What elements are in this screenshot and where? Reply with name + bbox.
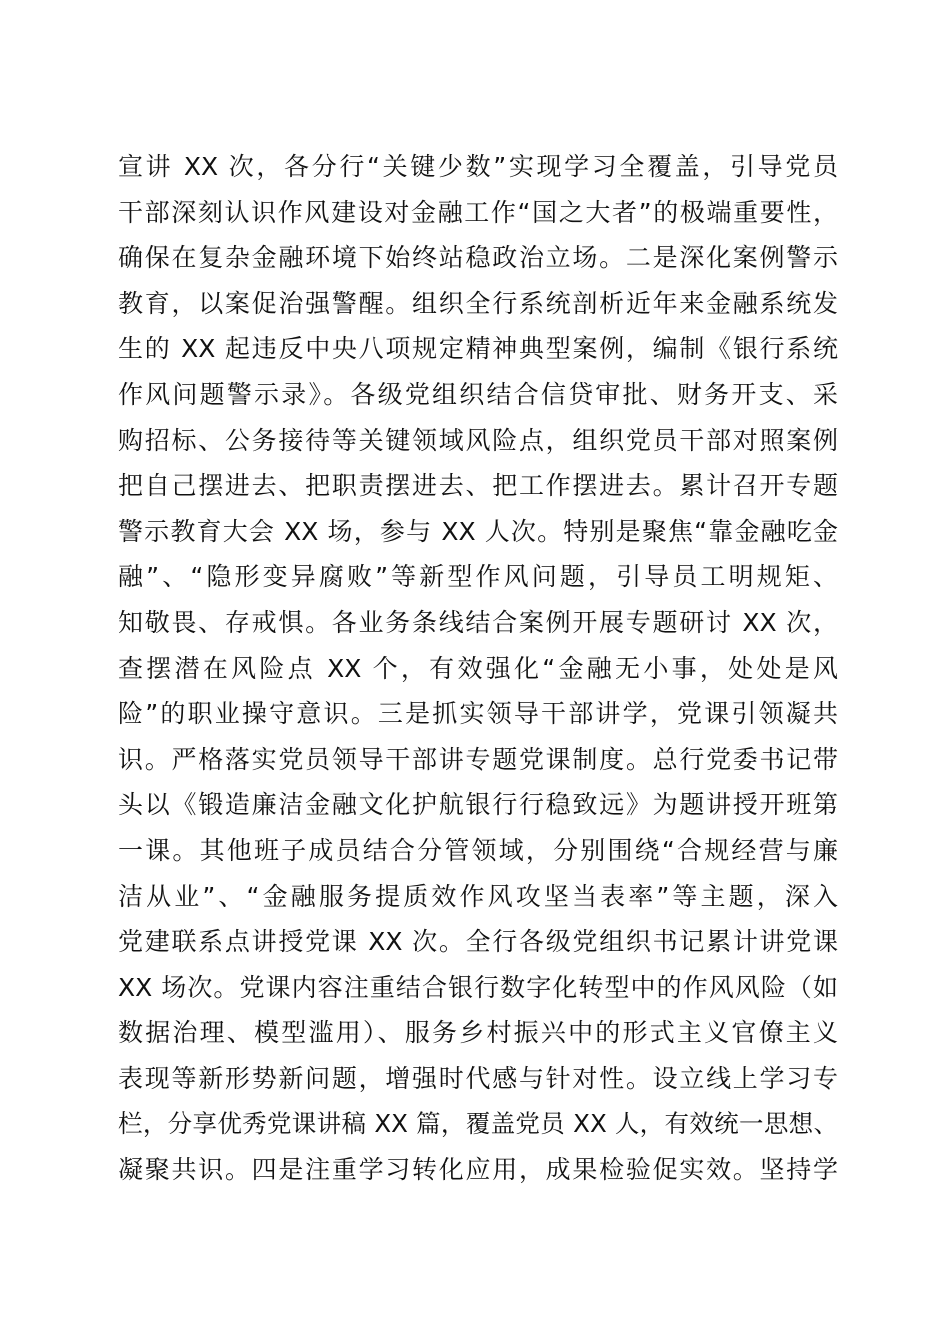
text-line-13: 险”的职业操守意识。三是抓实领导干部讲学，党课引领凝共 (118, 699, 838, 729)
text-line-18: 党建联系点讲授党课 XX 次。全行各级党组织书记累计讲党课 (118, 927, 838, 957)
text-line-7: 购招标、公务接待等关键领域风险点，组织党员干部对照案例 (118, 425, 838, 455)
text-line-17: 洁从业”、“金融服务提质效作风攻坚当表率”等主题，深入 (118, 881, 838, 911)
text-line-6: 作风问题警示录》。各级党组织结合信贷审批、财务开支、采 (118, 379, 838, 409)
text-line-14: 识。严格落实党员领导干部讲专题党课制度。总行党委书记带 (118, 744, 838, 774)
text-line-5: 生的 XX 起违反中央八项规定精神典型案例，编制《银行系统 (118, 334, 838, 364)
text-line-2: 干部深刻认识作风建设对金融工作“国之大者”的极端重要性， (118, 197, 838, 227)
text-line-21: 表现等新形势新问题，增强时代感与针对性。设立线上学习专 (118, 1063, 838, 1093)
text-line-9: 警示教育大会 XX 场，参与 XX 人次。特别是聚焦“靠金融吃金 (118, 516, 838, 546)
text-line-22: 栏，分享优秀党课讲稿 XX 篇，覆盖党员 XX 人，有效统一思想、 (118, 1109, 838, 1139)
text-line-10: 融”、“隐形变异腐败”等新型作风问题，引导员工明规矩、 (118, 562, 838, 592)
text-line-19: XX 场次。党课内容注重结合银行数字化转型中的作风风险（如 (118, 972, 838, 1002)
text-line-8: 把自己摆进去、把职责摆进去、把工作摆进去。累计召开专题 (118, 471, 838, 501)
text-line-12: 查摆潜在风险点 XX 个，有效强化“金融无小事，处处是风 (118, 653, 838, 683)
text-line-16: 一课。其他班子成员结合分管领域，分别围绕“合规经营与廉 (118, 835, 838, 865)
text-line-20: 数据治理、模型滥用）、服务乡村振兴中的形式主义官僚主义 (118, 1018, 838, 1048)
text-line-11: 知敬畏、存戒惧。各业务条线结合案例开展专题研讨 XX 次， (118, 607, 838, 637)
text-line-15: 头以《锻造廉洁金融文化护航银行行稳致远》为题讲授开班第 (118, 790, 838, 820)
text-line-4: 教育，以案促治强警醒。组织全行系统剖析近年来金融系统发 (118, 288, 838, 318)
body-paragraph (118, 144, 838, 1193)
text-line-23: 凝聚共识。四是注重学习转化应用，成果检验促实效。坚持学 (118, 1155, 838, 1185)
text-line-3: 确保在复杂金融环境下始终站稳政治立场。二是深化案例警示 (118, 243, 838, 273)
text-line-1: 宣讲 XX 次，各分行“关键少数”实现学习全覆盖，引导党员 (118, 152, 838, 181)
